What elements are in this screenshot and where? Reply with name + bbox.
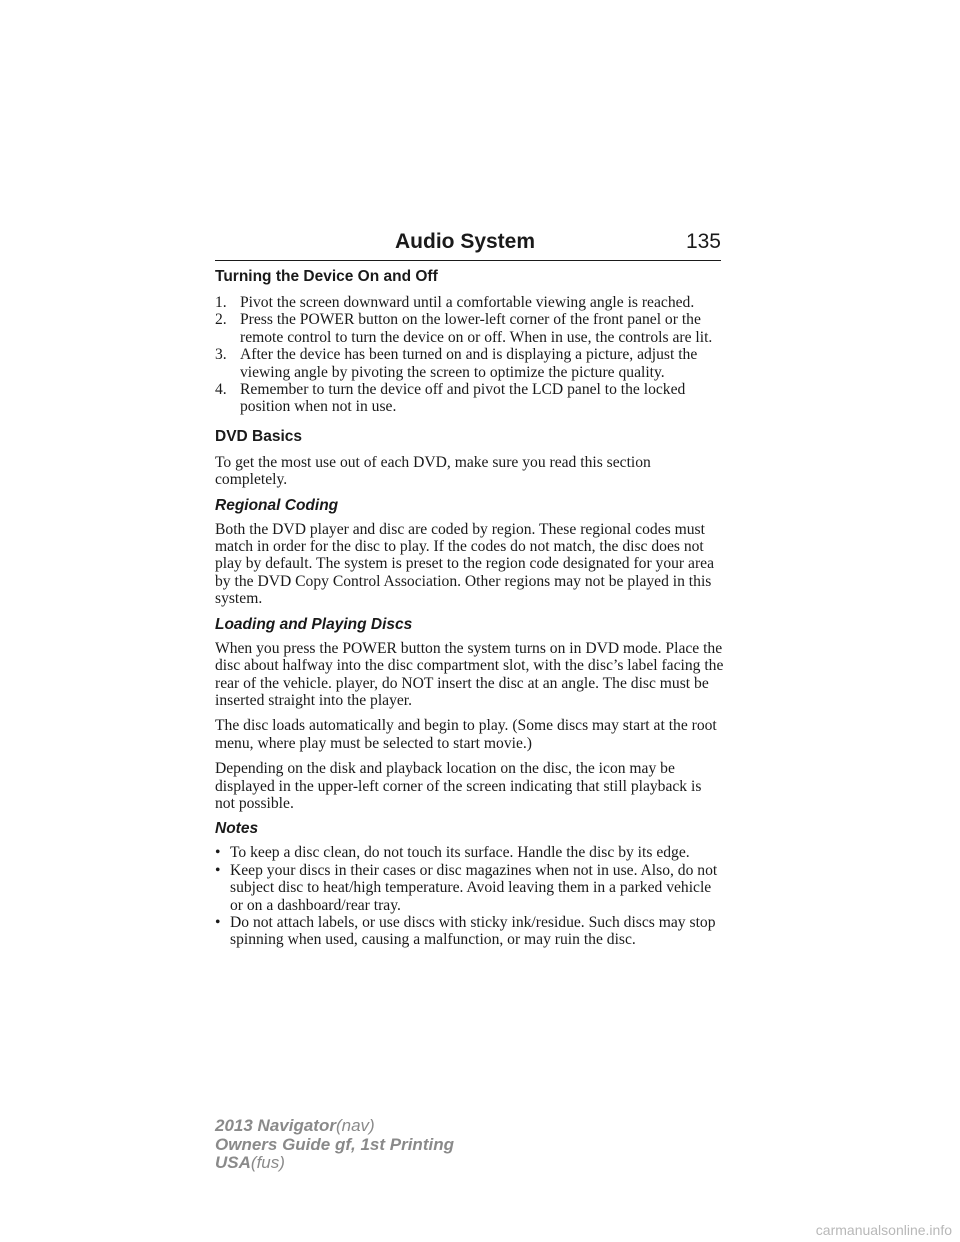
step-number: 1. [215, 294, 227, 311]
step-item [215, 381, 725, 416]
heading-loading-playing: Loading and Playing Discs [215, 615, 413, 633]
note-text: Do not attach labels, or use discs with sticky ink/residue. Such discs may stop spinning when used, causing a malfunction, or may ruin the disc. [230, 913, 716, 949]
footer-model: 2013 Navigator [215, 1116, 336, 1135]
steps-list [215, 294, 725, 416]
paragraph-regional-coding: Both the DVD player and disc are coded by region. These regional codes must match in order for the disc to play. If the codes do not match, the disc does not play by default. The system is preset to the region code designated for your area by the DVD Copy Control Association. Other regions may not be played in this system. [215, 520, 714, 608]
page-header [215, 228, 721, 261]
paragraph-loading-1: When you press the POWER button the system turns on in DVD mode. Place the disc about halfway into the disc compartment slot, with the disc’s label facing the rear of the vehicle. player, do NOT insert the disc at an angle. The disc must be inserted straight into the player. [215, 639, 724, 709]
note-text: To keep a disc clean, do not touch its surface. Handle the disc by its edge. [230, 844, 690, 862]
step-item [215, 311, 725, 346]
step-number: 2. [215, 311, 227, 329]
paragraph-dvd-basics: To get the most use out of each DVD, make sure you read this section completely. [215, 453, 651, 489]
step-text: Press the POWER button on the lower-left corner of the front panel or the remote control to turn the device on or off. When in use, the controls are lit. [240, 311, 713, 346]
paragraph-loading-2: The disc loads automatically and begin to play. (Some discs may start at the root menu, where play must be selected to start movie.) [215, 717, 717, 752]
note-item [215, 862, 725, 914]
page-content [215, 268, 725, 949]
bullet-icon: • [215, 861, 221, 879]
paragraph-loading-3: Depending on the disk and playback location on the disc, the icon may be displayed in the upper-left corner of the screen indicating that still playback is not possible. [215, 760, 702, 812]
footer-market: USA [215, 1153, 251, 1172]
footer-guide: Owners Guide gf, 1st Printing [215, 1134, 454, 1154]
footer-line-3 [215, 1154, 454, 1173]
bullet-icon: • [215, 913, 221, 931]
bullet-icon: • [215, 844, 221, 862]
watermark: carmanualsonline.info [815, 1222, 952, 1238]
step-item [215, 346, 725, 381]
note-text: Keep your discs in their cases or disc magazines when not in use. Also, do not subject disc to heat/high temperature. Avoid leaving them in a parked vehicle or on a dashboard/rear tray. [230, 861, 718, 914]
step-item [215, 294, 725, 311]
note-item [215, 914, 725, 949]
footer-model-code: (nav) [335, 1116, 375, 1135]
header-title: Audio System [395, 230, 536, 253]
step-text: Pivot the screen downward until a comfortable viewing angle is reached. [240, 294, 695, 311]
footer-line-1 [215, 1117, 454, 1136]
heading-notes: Notes [215, 820, 259, 838]
footer-line-2 [215, 1136, 454, 1155]
page-footer [215, 1117, 454, 1173]
page-number: 135 [685, 230, 721, 253]
step-text: After the device has been turned on and is displaying a picture, adjust the viewing angle by pivoting the screen to optimize the picture quality. [240, 346, 698, 381]
heading-turning-on-off: Turning the Device On and Off [215, 268, 438, 285]
step-text: Remember to turn the device off and pivot the LCD panel to the locked position when not in use. [240, 381, 686, 416]
step-number: 3. [215, 346, 227, 364]
heading-dvd-basics: DVD Basics [215, 427, 303, 445]
step-number: 4. [215, 381, 227, 399]
heading-regional-coding: Regional Coding [215, 496, 339, 514]
note-item [215, 844, 725, 861]
footer-market-code: (fus) [250, 1153, 285, 1172]
notes-list [215, 844, 725, 948]
